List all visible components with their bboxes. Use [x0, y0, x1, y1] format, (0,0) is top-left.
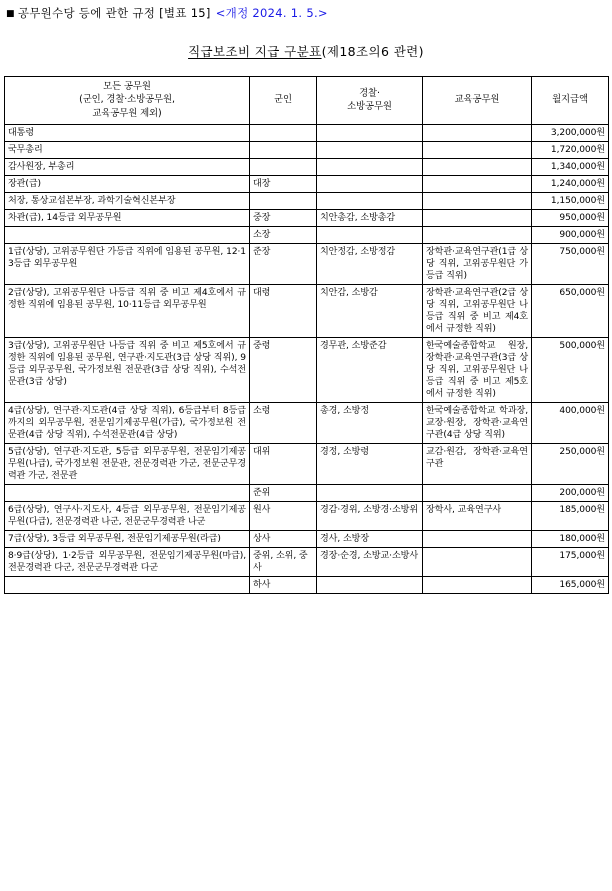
cell-education [423, 192, 532, 209]
cell-monthly-amount: 3,200,000원 [532, 124, 609, 141]
column-header-line: 군인 [274, 94, 292, 106]
cell-education: 장학관·교육연구관(2급 상당 직위, 고위공무원단 나등급 직위 중 비고 제4호에서 규정한 직위) [423, 284, 532, 337]
cell-monthly-amount: 950,000원 [532, 209, 609, 226]
cell-monthly-amount: 400,000원 [532, 402, 609, 443]
cell-military: 소장 [250, 226, 317, 243]
cell-monthly-amount: 250,000원 [532, 443, 609, 484]
cell-all-public-officials: 장관(급) [5, 175, 250, 192]
cell-education: 교감·원감, 장학관·교육연구관 [423, 443, 532, 484]
page-title [0, 42, 612, 60]
column-header-line: 교육공무원 [454, 94, 500, 106]
page-title-main: 직급보조비 지급 구분표 [188, 43, 322, 59]
column-header-line: 소방공무원 [347, 101, 392, 113]
cell-education [423, 547, 532, 576]
cell-military [250, 124, 317, 141]
table-header-row [5, 76, 609, 124]
cell-military: 중령 [250, 337, 317, 402]
cell-monthly-amount: 500,000원 [532, 337, 609, 402]
cell-education [423, 158, 532, 175]
column-header-line: 모든 공무원 [103, 80, 151, 92]
square-bullet-icon: ■ [6, 9, 15, 19]
cell-all-public-officials [5, 484, 250, 501]
page-title-reference: (제18조의6 관련) [321, 43, 424, 59]
cell-police-fire: 치안총감, 소방총감 [317, 209, 423, 226]
cell-police-fire: 경정, 소방령 [317, 443, 423, 484]
cell-monthly-amount: 1,340,000원 [532, 158, 609, 175]
cell-all-public-officials [5, 226, 250, 243]
cell-monthly-amount: 1,240,000원 [532, 175, 609, 192]
column-header-monthly-amount [532, 76, 609, 124]
table-row [5, 226, 609, 243]
cell-monthly-amount: 750,000원 [532, 243, 609, 284]
table-row [5, 284, 609, 337]
cell-police-fire [317, 124, 423, 141]
cell-police-fire [317, 576, 423, 593]
cell-all-public-officials: 2급(상당), 고위공무원단 나등급 직위 중 비고 제4호에서 규정한 직위에 임용된 공무원, 10·11등급 외무공무원 [5, 284, 250, 337]
cell-military: 상사 [250, 530, 317, 547]
cell-education: 장학사, 교육연구사 [423, 501, 532, 530]
cell-police-fire [317, 141, 423, 158]
cell-military: 준위 [250, 484, 317, 501]
table-row [5, 243, 609, 284]
table-row [5, 530, 609, 547]
cell-military [250, 141, 317, 158]
cell-monthly-amount: 650,000원 [532, 284, 609, 337]
cell-monthly-amount: 185,000원 [532, 501, 609, 530]
column-header-all-public-officials [5, 76, 250, 124]
cell-education [423, 175, 532, 192]
cell-all-public-officials: 3급(상당), 고위공무원단 나등급 직위 중 비고 제5호에서 규정한 직위에 임용된 공무원, 연구관·지도관(3급 상당 직위), 9등급 외무공무원, 국가정보원 전문관(3급 상당 직위), 수석전문관(3급 상당) [5, 337, 250, 402]
cell-police-fire [317, 175, 423, 192]
table-row [5, 141, 609, 158]
cell-military: 대위 [250, 443, 317, 484]
table-row [5, 337, 609, 402]
cell-monthly-amount: 165,000원 [532, 576, 609, 593]
table-body [5, 124, 609, 593]
cell-police-fire: 경감·경위, 소방경·소방위 [317, 501, 423, 530]
table-row [5, 576, 609, 593]
cell-all-public-officials: 처장, 통상교섭본부장, 과학기술혁신본부장 [5, 192, 250, 209]
cell-monthly-amount: 900,000원 [532, 226, 609, 243]
table-row [5, 158, 609, 175]
cell-education [423, 124, 532, 141]
cell-education [423, 530, 532, 547]
cell-all-public-officials: 6급(상당), 연구사·지도사, 4등급 외무공무원, 전문임기제공무원(다급), 전문경력관 나군, 전문군무경력관 나군 [5, 501, 250, 530]
column-header-military [250, 76, 317, 124]
allowance-table [4, 76, 609, 594]
cell-all-public-officials: 대통령 [5, 124, 250, 141]
cell-all-public-officials: 4급(상당), 연구관·지도관(4급 상당 직위), 6등급부터 8등급까지의 외무공무원, 전문임기제공무원(가급), 국가정보원 전문관(4급 상당 직위), 수석전문관(4급 상당) [5, 402, 250, 443]
cell-all-public-officials: 감사원장, 부총리 [5, 158, 250, 175]
document-header [0, 0, 612, 21]
cell-education [423, 209, 532, 226]
revision-note: <개정 2024. 1. 5.> [215, 6, 328, 20]
cell-education: 한국예술종합학교 학과장, 교장·원장, 장학관·교육연구관(4급 상당 직위) [423, 402, 532, 443]
cell-military: 중장 [250, 209, 317, 226]
cell-monthly-amount: 200,000원 [532, 484, 609, 501]
cell-monthly-amount: 1,720,000원 [532, 141, 609, 158]
table-row [5, 124, 609, 141]
cell-military: 대장 [250, 175, 317, 192]
cell-military: 소령 [250, 402, 317, 443]
table-row [5, 443, 609, 484]
column-header-line: 교육공무원 제외) [92, 108, 162, 120]
cell-police-fire: 치안감, 소방감 [317, 284, 423, 337]
cell-all-public-officials: 5급(상당), 연구관·지도관, 5등급 외무공무원, 전문임기제공무원(나급), 국가정보원 전문관, 전문경력관 가군, 전문군무경력관 가군, 전문관 [5, 443, 250, 484]
cell-police-fire [317, 226, 423, 243]
table-header [5, 76, 609, 124]
cell-military [250, 158, 317, 175]
column-header-police-fire [317, 76, 423, 124]
table-row [5, 484, 609, 501]
column-header-line: 월지급액 [552, 94, 588, 106]
cell-police-fire: 경무관, 소방준감 [317, 337, 423, 402]
cell-military: 중위, 소위, 중사 [250, 547, 317, 576]
cell-education [423, 484, 532, 501]
cell-military: 하사 [250, 576, 317, 593]
regulation-title: 공무원수당 등에 관한 규정 [별표 15] [17, 6, 211, 20]
cell-police-fire [317, 484, 423, 501]
cell-police-fire: 총경, 소방정 [317, 402, 423, 443]
cell-all-public-officials: 차관(급), 14등급 외무공무원 [5, 209, 250, 226]
cell-education [423, 226, 532, 243]
cell-education [423, 576, 532, 593]
cell-military: 준장 [250, 243, 317, 284]
cell-police-fire: 경사, 소방장 [317, 530, 423, 547]
cell-all-public-officials: 8·9급(상당), 1·2등급 외무공무원, 전문임기제공무원(마급), 전문경력관 다군, 전문군무경력관 다군 [5, 547, 250, 576]
table-row [5, 192, 609, 209]
column-header-education [423, 76, 532, 124]
table-row [5, 501, 609, 530]
cell-education: 장학관·교육연구관(1급 상당 직위, 고위공무원단 가등급 직위) [423, 243, 532, 284]
cell-police-fire: 치안정감, 소방정감 [317, 243, 423, 284]
column-header-line: (군인, 경찰·소방공무원, [79, 94, 175, 106]
column-header-line: 경찰· [359, 87, 380, 99]
cell-military: 대령 [250, 284, 317, 337]
table-row [5, 547, 609, 576]
cell-education [423, 141, 532, 158]
table-row [5, 209, 609, 226]
cell-police-fire: 경장·순경, 소방교·소방사 [317, 547, 423, 576]
table-row [5, 402, 609, 443]
cell-education: 한국예술종합학교 원장, 장학관·교육연구관(3급 상당 직위, 고위공무원단 나등급 직위 중 비고 제5호에서 규정한 직위) [423, 337, 532, 402]
cell-all-public-officials: 1급(상당), 고위공무원단 가등급 직위에 임용된 공무원, 12·13등급 외무공무원 [5, 243, 250, 284]
cell-all-public-officials: 7급(상당), 3등급 외무공무원, 전문임기제공무원(라급) [5, 530, 250, 547]
cell-monthly-amount: 175,000원 [532, 547, 609, 576]
cell-monthly-amount: 180,000원 [532, 530, 609, 547]
cell-all-public-officials: 국무총리 [5, 141, 250, 158]
cell-police-fire [317, 158, 423, 175]
cell-monthly-amount: 1,150,000원 [532, 192, 609, 209]
cell-military [250, 192, 317, 209]
cell-military: 원사 [250, 501, 317, 530]
cell-all-public-officials [5, 576, 250, 593]
cell-police-fire [317, 192, 423, 209]
table-row [5, 175, 609, 192]
allowance-table-container [4, 76, 608, 594]
